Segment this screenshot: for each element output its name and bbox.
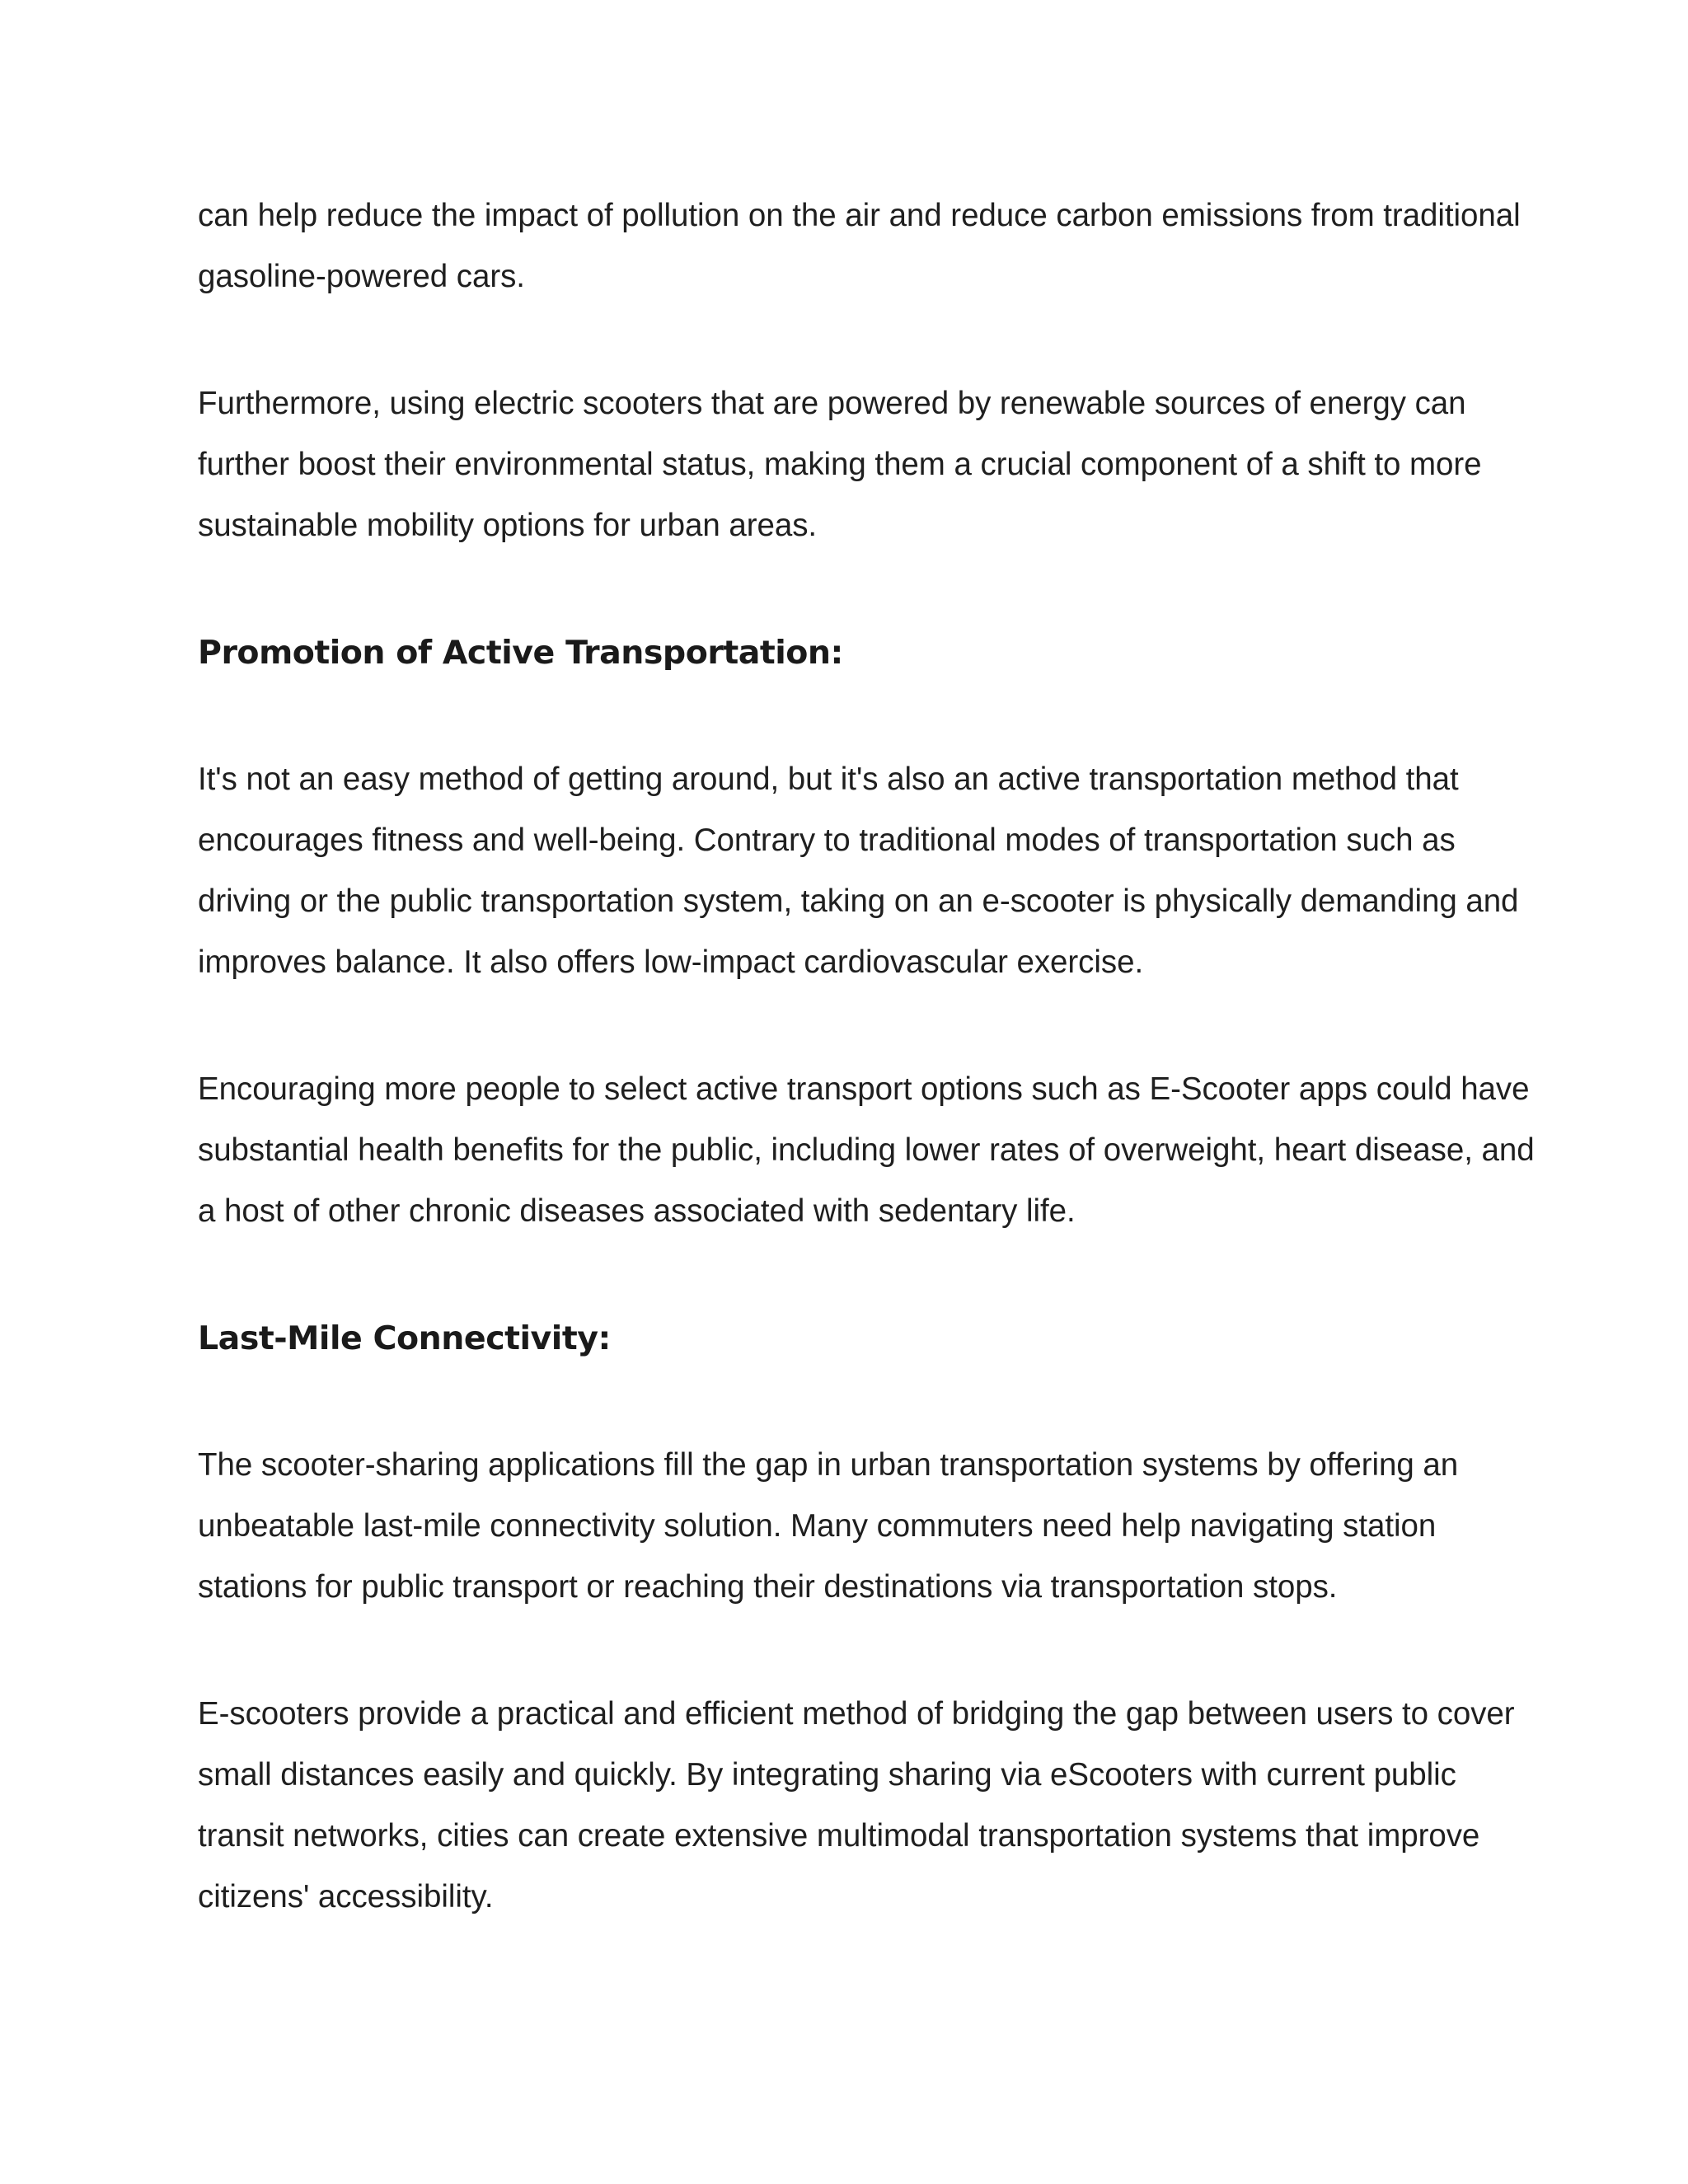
heading-active-transportation: Promotion of Active Transportation:: [198, 634, 843, 672]
paragraph-last-mile-1: The scooter-sharing applications fill the gap in urban transportation systems by offering an unbeatable last-mile connectivity solution. Many commuters need help navigating station stations for public transport or reaching their destinations via transportation stops.: [198, 1447, 1459, 1605]
document-body: [198, 185, 1550, 1928]
heading-last-mile-connectivity: Last-Mile Connectivity:: [198, 1319, 611, 1357]
paragraph-pollution: can help reduce the impact of pollution on the air and reduce carbon emissions from traditional gasoline-powered cars.: [198, 198, 1521, 294]
paragraph-renewable-energy: Furthermore, using electric scooters that are powered by renewable sources of energy can further boost their environmental status, making them a crucial component of a shift to more sustainable mobility options for urban areas.: [198, 386, 1482, 543]
paragraph-active-transportation-2: Encouraging more people to select active transport options such as E-Scooter apps could have substantial health benefits for the public, including lower rates of overweight, heart disease, and a host of other chronic diseases associated with sedentary life.: [198, 1071, 1535, 1229]
paragraph-active-transportation-1: It's not an easy method of getting around, but it's also an active transportation method that encourages fitness and well-being. Contrary to traditional modes of transportation such as driving or the public transportation system, taking on an e-scooter is physically demanding and improves balance. It also offers low-impact cardiovascular exercise.: [198, 762, 1519, 980]
paragraph-last-mile-2: E-scooters provide a practical and efficient method of bridging the gap between users to cover small distances easily and quickly. By integrating sharing via eScooters with current public transit networks, cities can create extensive multimodal transportation systems that improve citizens' accessibility.: [198, 1696, 1515, 1915]
